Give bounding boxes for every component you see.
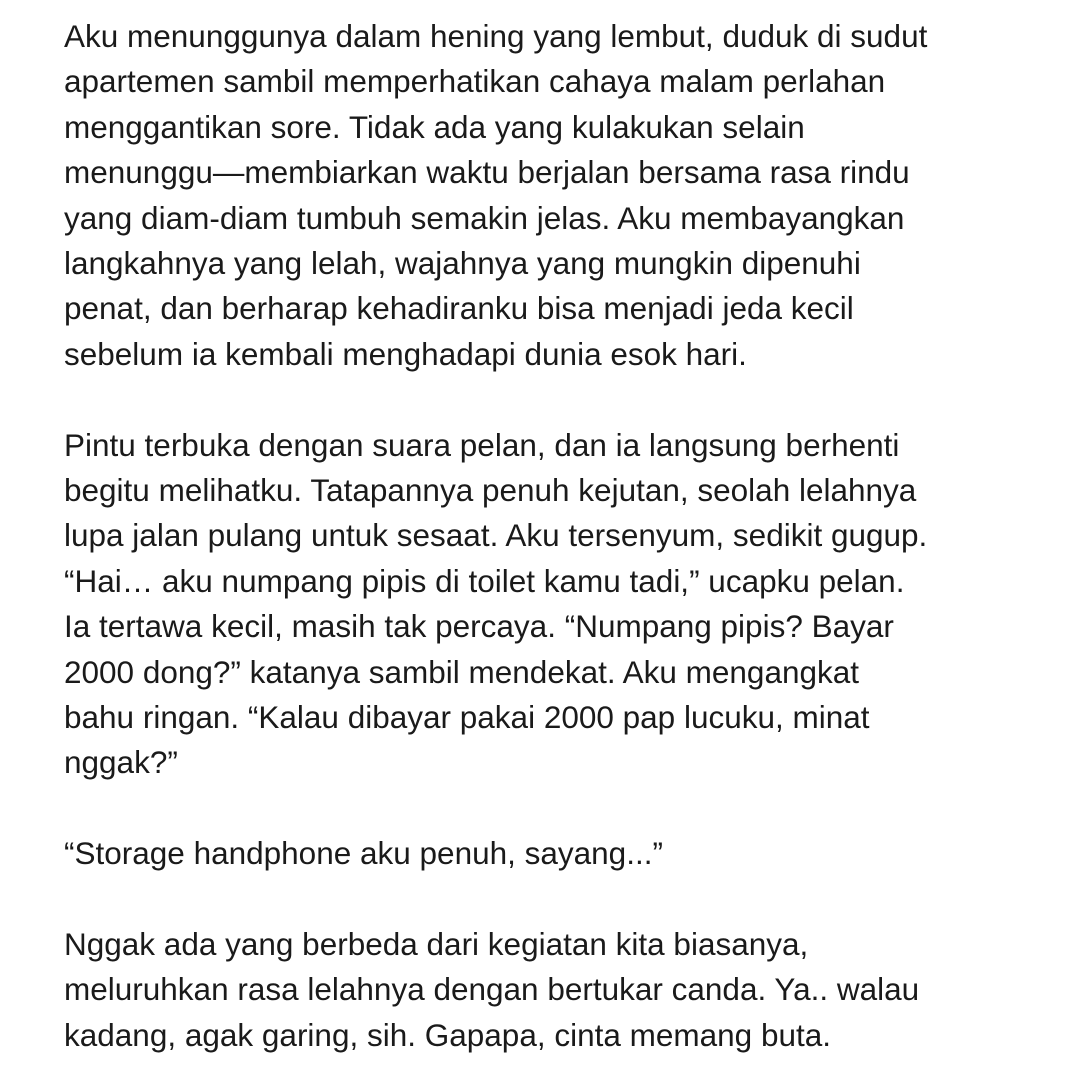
text-line: begitu melihatku. Tatapannya penuh kejutan, seolah lelahnya [64,472,917,509]
text-line: “Storage handphone aku penuh, sayang...” [64,835,663,872]
text-line: menggantikan sore. Tidak ada yang kulakukan selain [64,108,805,145]
text-line: Ia tertawa kecil, masih tak percaya. “Numpang pipis? Bayar [64,608,894,645]
text-line: Nggak ada yang berbeda dari kegiatan kita biasanya, [64,926,809,963]
text-line: nggak?” [64,744,178,781]
story-text [64,14,1064,1058]
paragraph-3 [64,831,1064,876]
paragraph-2 [64,423,1064,786]
text-line: sebelum ia kembali menghadapi dunia esok hari. [64,335,747,372]
paragraph-1 [64,14,1064,377]
paragraph-4 [64,922,1064,1058]
text-line: “Hai… aku numpang pipis di toilet kamu tadi,” ucapku pelan. [64,562,905,599]
text-line: lupa jalan pulang untuk sesaat. Aku tersenyum, sedikit gugup. [64,517,928,554]
text-line: langkahnya yang lelah, wajahnya yang mungkin dipenuhi [64,245,861,282]
paragraph-spacer [64,786,1064,831]
paragraph-spacer [64,877,1064,922]
text-line: Pintu terbuka dengan suara pelan, dan ia langsung berhenti [64,426,900,463]
text-line: Aku menunggunya dalam hening yang lembut, duduk di sudut [64,18,928,54]
text-line: apartemen sambil memperhatikan cahaya malam perlahan [64,63,886,100]
text-line: yang diam-diam tumbuh semakin jelas. Aku membayangkan [64,199,905,236]
text-line: menunggu—membiarkan waktu berjalan bersama rasa rindu [64,154,910,191]
text-line: kadang, agak garing, sih. Gapapa, cinta memang buta. [64,1016,831,1053]
text-line: bahu ringan. “Kalau dibayar pakai 2000 pap lucuku, minat [64,699,870,736]
text-line: penat, dan berharap kehadiranku bisa menjadi jeda kecil [64,290,854,327]
paragraph-spacer [64,377,1064,422]
text-line: 2000 dong?” katanya sambil mendekat. Aku mengangkat [64,653,860,690]
text-line: meluruhkan rasa lelahnya dengan bertukar canda. Ya.. walau [64,971,920,1008]
